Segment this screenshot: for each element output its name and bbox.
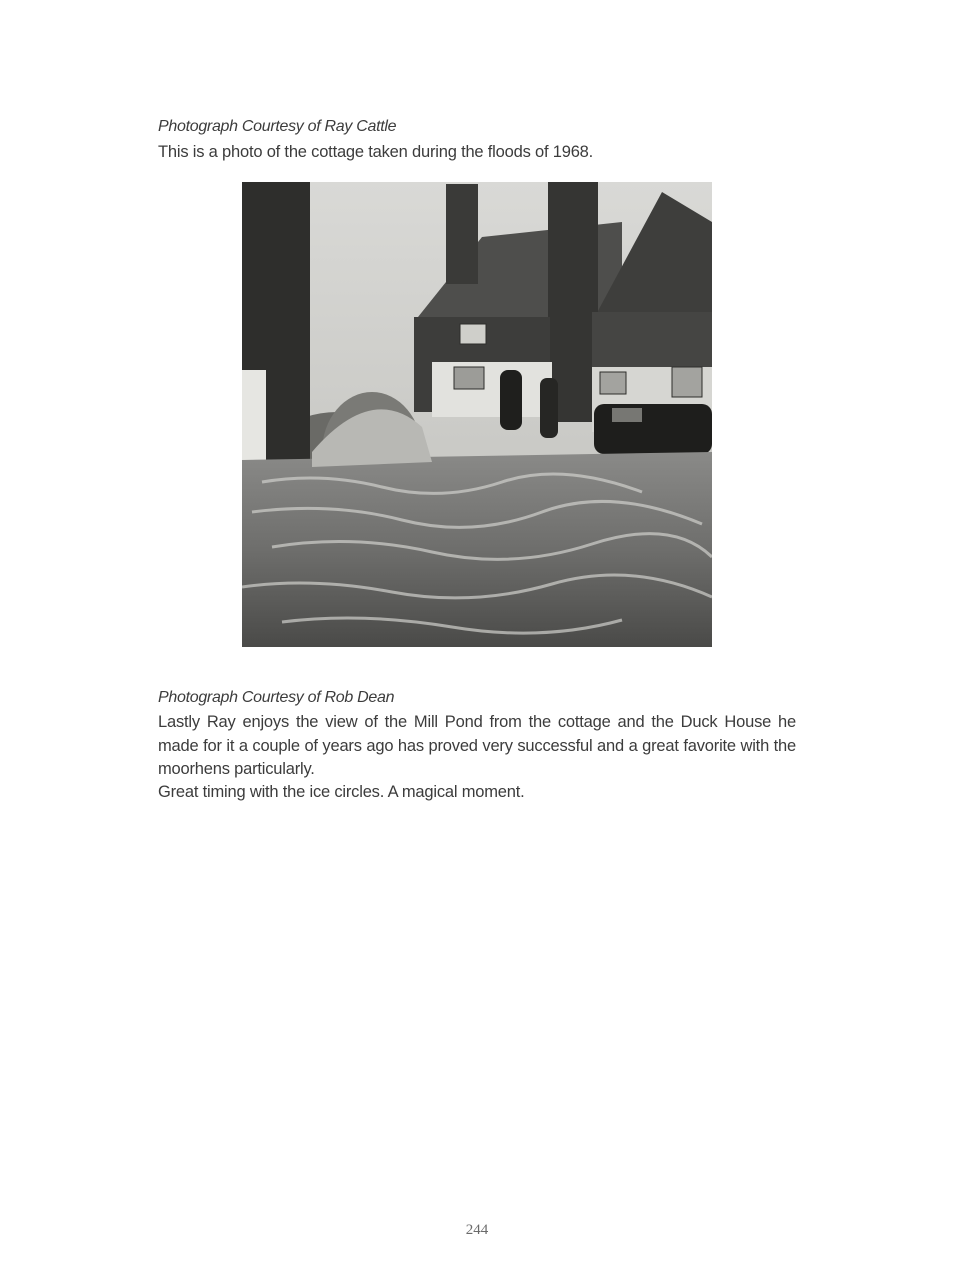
body-paragraph-closing: Great timing with the ice circles. A magical moment. bbox=[158, 783, 525, 801]
photo-caption: This is a photo of the cottage taken during the floods of 1968. bbox=[158, 143, 594, 161]
photo-credit-ray-cattle: Photograph Courtesy of Ray Cattle bbox=[158, 118, 397, 135]
flood-photo-1968 bbox=[242, 182, 712, 647]
photo-credit-rob-dean: Photograph Courtesy of Rob Dean bbox=[158, 689, 395, 706]
body-paragraph: Lastly Ray enjoys the view of the Mill Pond from the cottage and the Duck House he made for it a couple of years ago has proved very successful and a great favorite with the moorhens particularly. bbox=[158, 713, 796, 778]
page-number: 244 bbox=[465, 1222, 489, 1238]
